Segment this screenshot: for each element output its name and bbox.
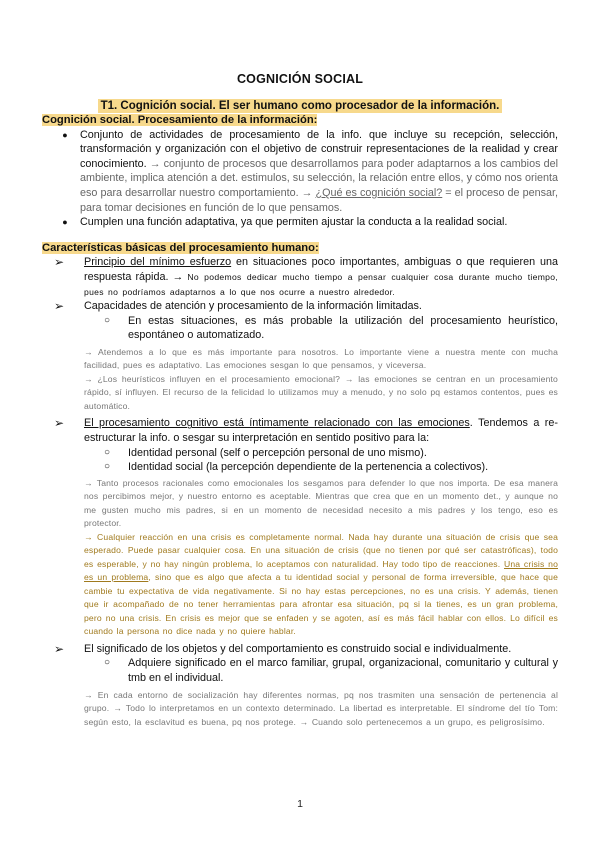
arrowhead-icon: ➢ [54,255,65,270]
hollow-circle-icon: ○ [104,657,111,669]
arrow-item-emotions: ➢ El procesamiento cognitivo está íntimamente relacionado con las emociones. Tendemos a re-estructurar la info. o sesgar su interpretación en sentido positivo para la: [54,416,558,444]
note-attention: → Atendemos a lo que es más importante para nosotros. Lo importante viene a nuestra mente con mucha facilidad, pues es adaptativo. Las emociones sesgan lo que pensamos, y viceversa. [84,346,558,371]
black-circle-icon: ● [62,217,68,228]
black-circle-icon: ● [62,129,68,140]
arrow-item-minimum-effort: ➢ Principio del mínimo esfuerzo en situaciones poco importantes, ambiguas o que requieren una respuesta rápida. → No podemos dedicar mucho tiempo a pensar cualquier cosa durante mucho tiempo, pues no podríamos adaptarnos a lo que nos ocurre a nuestro alrededor. [54,255,558,297]
sub-item-meaning-context: ○ Adquiere significado en el marco familiar, grupal, organizacional, comunitario y cultural y tmb en el individual. [104,657,558,684]
arrowhead-icon: ➢ [54,299,65,314]
bullet-item-definition [50,128,558,216]
function-text: Cumplen una función adaptativa, ya que permiten ajustar la conducta a la realidad social. [80,216,508,229]
sub-item-heuristic: ○ En estas situaciones, es más probable la utilización del procesamiento heurístico, espontáneo o automatizado. [104,314,558,342]
sub-item-personal-identity: ○ Identidad personal (self o percepción personal de uno mismo). [104,446,427,459]
minimum-effort-note: No podemos dedicar mucho tiempo a pensar cualquier cosa durante mucho tiempo, pues no podríamos adaptarnos a lo que nos ocurre a nuestro alrededor. [84,271,558,297]
definition-note: → conjunto de procesos que desarrollamos para poder adaptarnos a los cambios del ambiente, implica atención a det. estimulos, su selección, la relación entre ellos, y cómo nos orienta eso para desarrollar nuestro comportamiento. → [80,157,558,199]
arrow-item-limited-capacity: ➢ Capacidades de atención y procesamiento de la información limitadas. [54,299,422,314]
arrowhead-icon: ➢ [54,416,65,431]
content [42,113,558,729]
emotions-link-text: El procesamiento cognitivo está íntimamente relacionado con las emociones [84,417,470,430]
que-es-cognicion-link: ¿Qué es cognición social? [315,186,443,199]
minimum-effort-principle: Principio del mínimo esfuerzo [84,256,232,269]
section-heading-characteristics: Características básicas del procesamiento humano: [42,241,319,254]
page-number: 1 [297,798,303,810]
bullet-item-function [50,215,558,230]
definition-note-end: = el proceso de pensar, para tomar decisiones en función de lo que pensamos. [80,186,559,214]
definition-text: Conjunto de actividades de procesamiento de la info. que incluye su recepción, selección, transformación y organización con el objetivo de construir representaciones de la realidad y crear conocimiento. [80,128,558,170]
section-heading-processing: Cognición social. Procesamiento de la información: [42,114,318,126]
hollow-circle-icon: ○ [104,461,111,473]
page-title: COGNICIÓN SOCIAL [236,72,364,86]
crisis-underlined: Una crisis no es un problema [84,558,558,583]
arrowhead-icon: ➢ [54,641,65,656]
hollow-circle-icon: ○ [104,314,111,326]
note-rational-emotional: → Tanto procesos racionales como emocionales los sesgamos para defender lo que nos importa. De esa manera nos percibimos mejor, y nuestro entorno es aceptable. Mientras que crea que en un momento det., y aunque no me gusten mucho mis padres, si en un momento de necesidad necesito a mis padres y los tengo, eso es protector. [84,477,558,529]
note-heuristics-emotion: → ¿Los heurísticos influyen en el procesamiento emocional? → las emociones se centran en un procesamiento rápido, sí influyen. El recurso de la felicidad lo utilizamos muy a menudo, y no solo pq estamos contentos, pues es automático. [84,373,558,411]
arrow-item-meaning: ➢ El significado de los objetos y del comportamiento es construido social e individualmente. [54,641,512,656]
note-crisis: → Cualquier reacción en una crisis es completamente normal. Nada hay durante una situación de crisis que sea esperado. Puede pasar cualquier cosa. En una situación de crisis (que no tienen por qué ser catastróficas), todo es esperable, y no hay ningún problema, lo aceptamos con naturalidad. Hay todo tipo de reacciones. Una crisis no es un problema, sino que es algo que afecta a tu identidad social y personal de forma irreversible, que hace que cambie tu expectativa de vida negativamente. Si no hay estas percepciones, no es una crisis. Y además, tienen que ir acompañado de no tener herramientas para afrontar esa situación, pq si la tienes, es un gran problema, pero no una crisis. En crisis es mejor que se enfaden y se agoten, así es más fácil hablar con ellos. Lo difícil es cuando la persona no dice nada y no quiere hablar. [84,531,558,637]
subtitle-wrap [0,96,600,114]
sub-item-social-identity: ○ Identidad social (la percepción dependiente de la pertenencia a colectivos). [104,461,489,474]
note-socialization: → En cada entorno de socialización hay diferentes normas, pq nos trasmiten una sensación de pertenencia al grupo. → Todo lo interpretamos en un contexto determinado. La libertad es interpretable. El síndrome del tío Tom: según esto, la esclavitud es buena, pq nos protege. → Cuando solo pertenecemos a un grupo, es peligrosísimo. [84,689,558,727]
page-subtitle: T1. Cognición social. El ser humano como procesador de la información. [98,99,503,113]
hollow-circle-icon: ○ [104,446,111,458]
